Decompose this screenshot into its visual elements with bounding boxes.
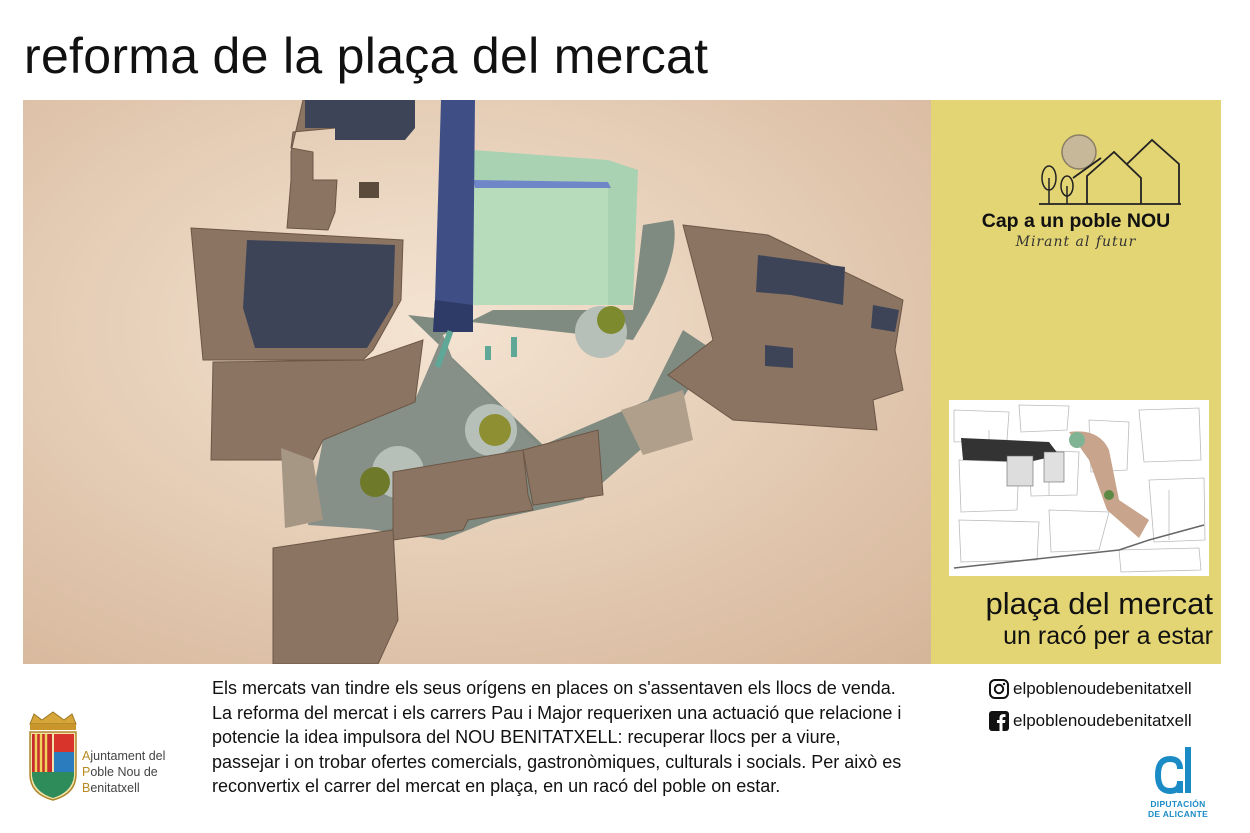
panel-heading: plaça del mercat	[985, 586, 1213, 621]
brand-slogan: Mirant al futur	[1015, 234, 1137, 250]
facebook-icon	[988, 710, 1010, 732]
side-panel	[931, 100, 1221, 664]
brand-name: Cap a un poble NOU	[981, 210, 1171, 232]
council-name	[82, 748, 165, 796]
page-title: reforma de la plaça del mercat	[24, 28, 709, 84]
aerial-render-image	[23, 100, 931, 664]
diputacion-label-2: DE ALICANTE	[1147, 808, 1209, 819]
instagram-handle: elpoblenoudebenitatxell	[1013, 679, 1192, 698]
council-line-1: juntament del	[90, 749, 166, 763]
diputacion-logo	[1143, 745, 1213, 819]
facebook-handle: elpoblenoudebenitatxell	[1013, 711, 1192, 730]
council-line-3: enitatxell	[90, 781, 140, 795]
site-plan-map	[949, 400, 1209, 576]
panel-subheading: un racó per a estar	[1003, 622, 1213, 650]
council-initial-p: P	[82, 765, 91, 779]
council-initial-a: A	[82, 749, 91, 763]
instagram-link[interactable]	[988, 678, 1192, 700]
council-line-2: oble Nou de	[90, 765, 158, 779]
instagram-icon	[988, 678, 1010, 700]
coat-of-arms-icon	[24, 710, 82, 802]
description-text: Els mercats van tindre els seus orígens en places on s'assentaven els llocs de venda. La reforma del mercat i els carrers Pau i Major requerixen una actuació que relacione i potencie la idea impulsora del NOU BENITATXELL: recuperar llocs per a viure, passejar i on trobar ofertes comercials, gastronòmiques, culturals i socials. Per això es reconvertix el carrer del mercat en plaça, en un racó del poble on estar.	[212, 678, 902, 797]
diputacion-mark-icon	[1150, 745, 1206, 795]
council-initial-b: B	[82, 781, 91, 795]
facebook-link[interactable]	[988, 710, 1192, 732]
house-logo-icon	[1031, 116, 1181, 206]
diputacion-label-1: DIPUTACIÓN	[1150, 799, 1206, 809]
